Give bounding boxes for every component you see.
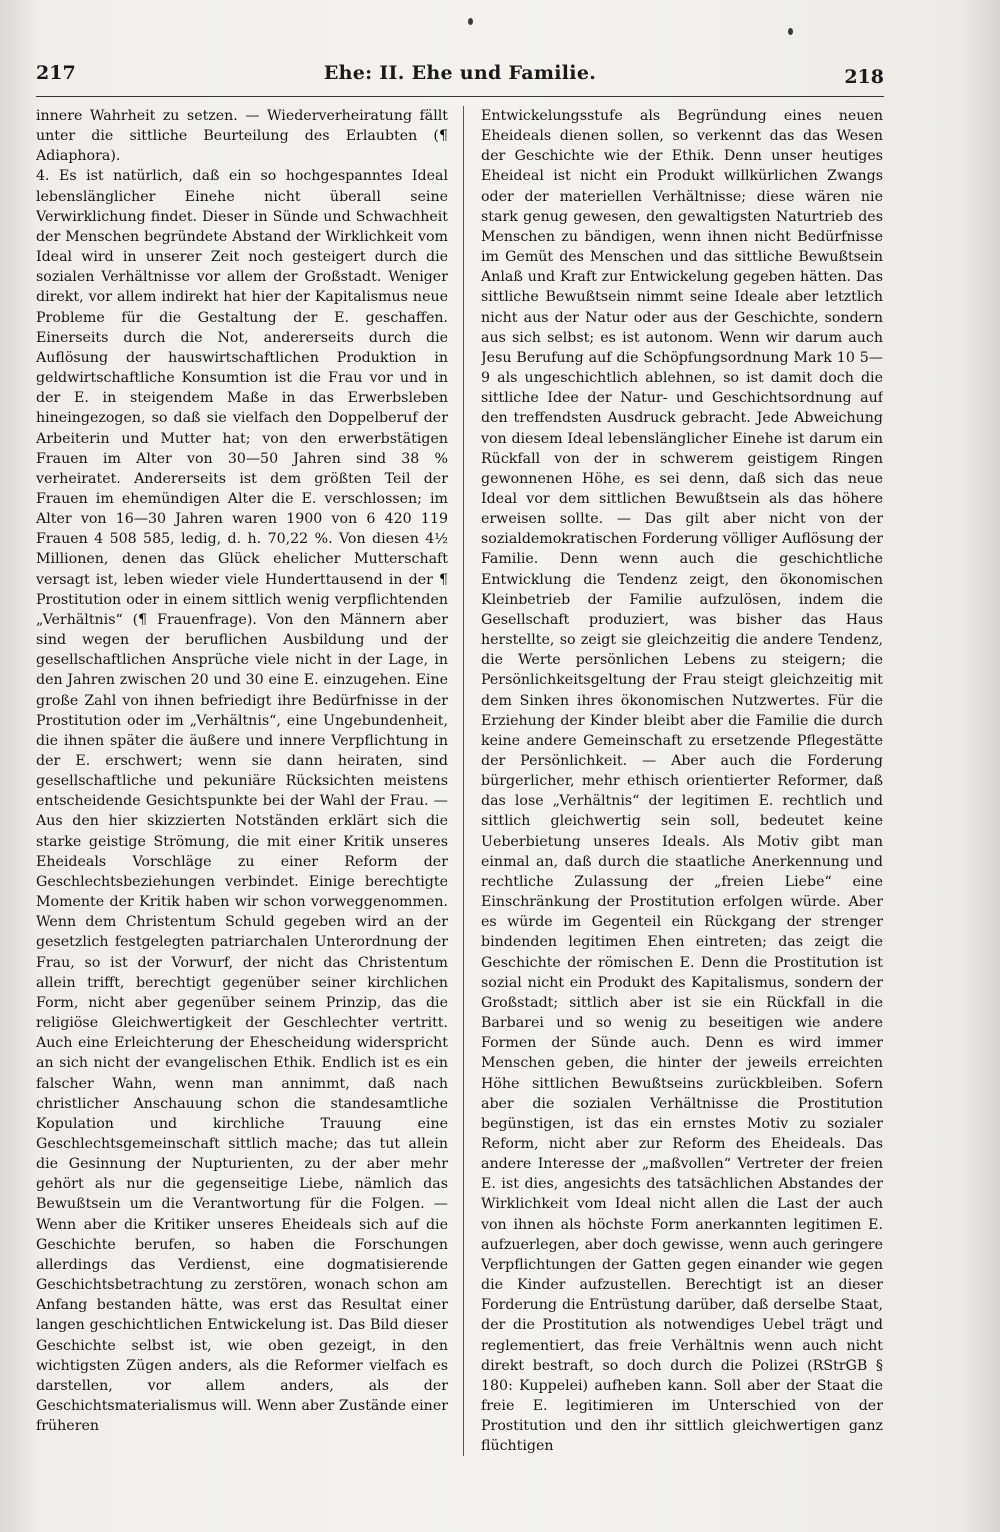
page-number-left: 217 (36, 62, 76, 84)
ink-speck (788, 28, 793, 35)
right-column (481, 106, 883, 1461)
right-column-text: Entwickelungsstufe als Begründung eines neuen Eheideals dienen sollen, so verkennt das das Wesen der Geschichte wie der Ethik. Denn unser heutiges Eheideal ist nicht ein Produkt willkürlichen Zwangs oder der materiellen Verhältnisse; diese wären nie stark genug gewesen, den gewaltigsten Naturtrieb des Menschen zu bändigen, wenn ihnen nicht Bedürfnisse im Gemüt des Menschen und das sittliche Bewußtsein Anlaß und Kraft zur Entwickelung gegeben hätten. Das sittliche Bewußtsein nimmt seine Ideale aber letztlich nicht aus der Natur oder aus der Geschichte, sondern aus sich selbst; es ist autonom. Wenn wir darum auch Jesu Berufung auf die Schöpfungsordnung Mark 10 5—9 als ungeschichtlich ablehnen, so ist damit doch die sittliche Idee der Natur- und Geschichtsordnung auf den treffendsten Ausdruck gebracht. Jede Abweichung von diesem Ideal lebenslänglicher Einehe ist darum ein Rückfall von der in schwerem geistigem Ringen gewonnenen Höhe, es sei denn, daß sich das neue Ideal vor dem sittlichen Bewußtsein als das höhere erweisen sollte. — Das gilt aber nicht von der sozialdemokratischen Forderung völliger Auflösung der Familie. Denn wenn auch die geschichtliche Entwicklung die Tendenz zeigt, den ökonomischen Kleinbetrieb der Familie aufzulösen, indem die Gesellschaft produziert, was bisher das Haus herstellte, so zeigt sie gleichzeitig die andere Tendenz, die Werte persönlichen Lebens zu steigern; die Persönlichkeitsgeltung der Frau steigt gleichzeitig mit dem Sinken ihres ökonomischen Nutzwertes. Für die Erziehung der Kinder bleibt aber die Familie die durch keine andere Gemeinschaft zu ersetzende Pflegestätte der Persönlichkeit. — Aber auch die Forderung bürgerlicher, mehr ethisch orientierter Reformer, daß das lose „Verhältnis“ der legitimen E. rechtlich und sittlich gleichwertig sein soll, bedeutet keine Ueberbietung unseres Ideals. Als Motiv gibt man einmal an, daß durch die staatliche Anerkennung und rechtliche Zulassung der „freien Liebe“ eine Einschränkung der Prostitution erfolgen würde. Aber es würde im Gegenteil ein Rückgang der strenger bindenden legitimen Ehen eintreten; das zeigt die Geschichte der römischen E. Denn die Prostitution ist sozial nicht ein Produkt des Kapitalismus, sondern der Großstadt; sittlich aber ist sie ein Rückfall in die Barbarei und so wenig zu beseitigen wie andere Formen der Sünde auch. Denn es wird immer Menschen geben, die hinter der jeweils erreichten Höhe sittlichen Bewußtseins zurückbleiben. Sofern aber die sozialen Verhältnisse die Prostitution begünstigen, ist das ein ernstes Motiv zu sozialer Reform, nicht aber zur Reform des Eheideals. Das andere Interesse der „maßvollen“ Vertreter der freien E. ist dies, angesichts des tatsächlichen Abstandes der Wirklichkeit vom Ideal nicht allen die Last der auch von ihnen als höchste Form anerkannten legitimen E. aufzuerlegen, aber doch gewisse, wenn auch geringere Verpflichtungen der Gatten gegen einander wie gegen die Kinder aufzustellen. Berechtigt ist an dieser Forderung die Entrüstung darüber, daß derselbe Staat, der die Prostitution als notwendiges Uebel trägt und reglementiert, das freie Verhältnis wenn auch nicht direkt bestraft, so doch durch die Polizei (RStrGB § 180: Kuppelei) aufheben kann. Soll aber der Staat die freie E. legitimieren im Unterschied von der Prostitution und den ihr sittlich gleichwertigen ganz flüchtigen (481, 108, 883, 1455)
header-rule (36, 96, 884, 97)
left-column-text: innere Wahrheit zu setzen. — Wiederverheiratung fällt unter die sittliche Beurteilung des Erlaubten (¶ Adiaphora). 4. Es ist natürlich, daß ein so hochgespanntes Ideal lebenslänglicher Einehe nicht überall seine Verwirklichung findet. Dieser in Sünde und Schwachheit der Menschen begründete Abstand der Wirklichkeit vom Ideal wird in unserer Zeit noch gesteigert durch die sozialen Verhältnisse vor allem der Großstadt. Weniger direkt, vor allem indirekt hat hier der Kapitalismus neue Probleme für die Gestaltung der E. geschaffen. Einerseits durch die Not, andererseits durch die Auflösung der hauswirtschaftlichen Produktion in geldwirtschaftliche Konsumtion ist die Frau vor und in der E. in steigendem Maße in das Erwerbsleben hineingezogen, so daß sie vielfach den Doppelberuf der Arbeiterin und Mutter hat; von den erwerbstätigen Frauen im Alter von 30—50 Jahren sind 38 % verheiratet. Andererseits ist dem größten Teil der Frauen im ehemündigen Alter die E. verschlossen; im Alter von 16—30 Jahren waren 1900 von 6 420 119 Frauen 4 508 585, ledig, d. h. 70,22 %. Von diesen 4½ Millionen, denen das Glück ehelicher Mutterschaft versagt ist, leben wieder viele Hunderttausend in der ¶ Prostitution oder in einem sittlich wenig verpflichtenden „Verhältnis“ (¶ Frauenfrage). Von den Männern aber sind wegen der beruflichen Ausbildung und der gesellschaftlichen Ansprüche viele nicht in der Lage, in den Jahren zwischen 20 und 30 eine E. einzugehen. Eine große Zahl von ihnen befriedigt ihre Bedürfnisse in der Prostitution oder im „Verhältnis“, eine Ungebundenheit, die ihnen später die äußere und innere Verpflichtung in der E. erschwert; wenn sie dann heiraten, sind gesellschaftliche und pekuniäre Rücksichten meistens entscheidende Gesichtspunkte bei der Wahl der Frau. — Aus den hier skizzierten Notständen erklärt sich die starke geistige Strömung, die mit einer Kritik unseres Eheideals Vorschläge zu einer Reform der Geschlechtsbeziehungen verbindet. Einige berechtigte Momente der Kritik haben wir schon vorweggenommen. Wenn dem Christentum Schuld gegeben wird an der gesetzlich festgelegten patriarchalen Unterordnung der Frau, so ist der Vorwurf, der nicht das Christentum allein trifft, berechtigt gegenüber seiner kirchlichen Form, nicht aber gegenüber seinem Prinzip, das die religiöse Gleichwertigkeit der Geschlechter vertritt. Auch eine Erleichterung der Ehescheidung widerspricht an sich nicht der evangelischen Ethik. Endlich ist es ein falscher Wahn, wenn man annimmt, daß nach christlicher Anschauung schon die standesamtliche Kopulation und kirchliche Trauung eine Geschlechtsgemeinschaft sittlich mache; das tut allein die Gesinnung der Nupturienten, zu der aber mehr gehört als nur die gegenseitige Liebe, nämlich das Bewußtsein um die Verantwortung für die Folgen. — Wenn aber die Kritiker unseres Eheideals sich auf die Geschichte berufen, so haben die Forschungen allerdings das Verdienst, eine dogmatisierende Geschichtsbetrachtung zu zerstören, wonach schon am Anfang bestanden hätte, was erst das Resultat einer langen geschichtlichen Entwickelung ist. Das Bild dieser Geschichte selbst ist, wie oben gezeigt, in den wichtigsten Zügen anders, als die Reformer vielfach es darstellen, vor allem anders, als der Geschichtsmaterialismus will. Wenn aber Zustände einer früheren (36, 108, 448, 1435)
column-divider (463, 106, 464, 1456)
page-header (36, 62, 884, 92)
ink-speck (468, 18, 473, 25)
left-column (36, 106, 448, 1461)
running-title: Ehe: II. Ehe und Familie. (323, 62, 597, 84)
scan-marks (0, 12, 1000, 42)
page-number-right: 218 (844, 66, 884, 88)
